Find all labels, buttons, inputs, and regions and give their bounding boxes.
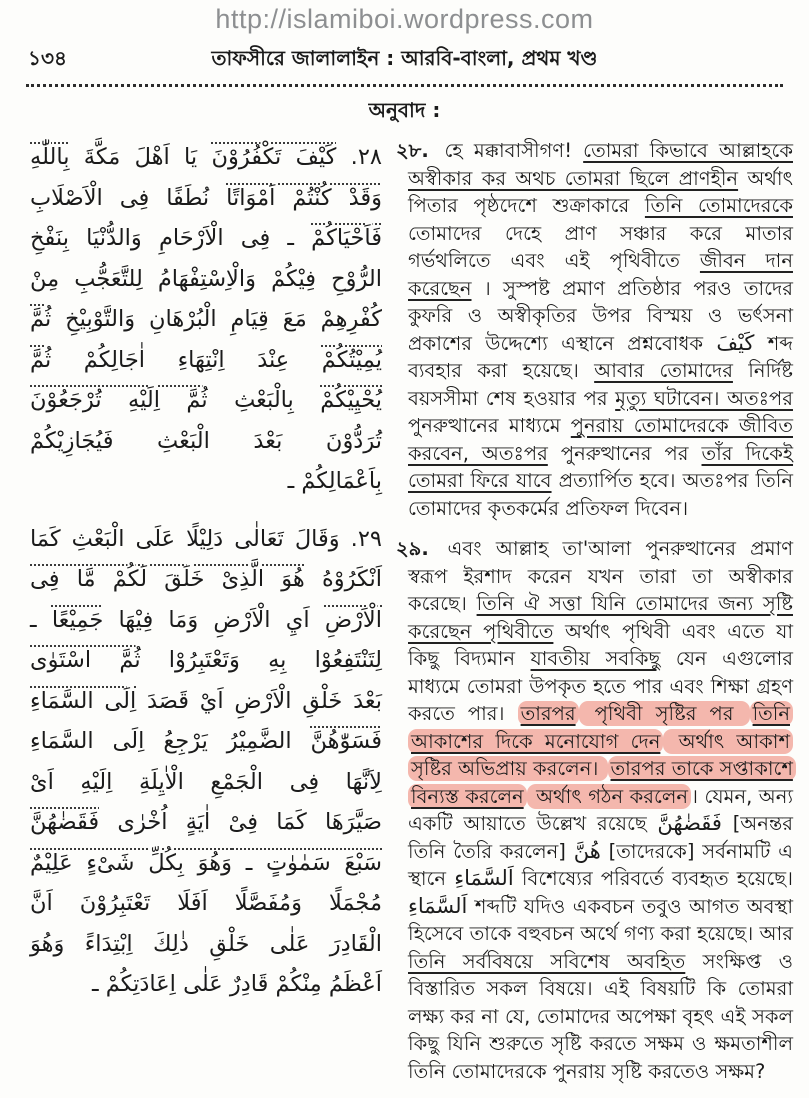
highlighted-text-segment: অর্থাৎ গঠন করলেন (527, 784, 691, 809)
arabic-line (30, 137, 382, 178)
commentary-text-run: تُرَدُّوْنَ بَعْدَ الْبَعْثِ فَيُجَازِيْكُمْ (30, 427, 382, 454)
arabic-line (30, 340, 382, 381)
verse-number: ২৮. (396, 139, 441, 162)
text-segment: যেন এগুলোর মাধ্যমে তোমরা উপকৃত হতে পার এবং শিক্ষা গ্রহণ করতে পার। (408, 647, 794, 725)
commentary-text-run: ـ فِى الْاَرْحَامِ وَالدُّنْيَا بِنَفْخِ (30, 225, 312, 251)
highlighted-text-segment: তারপর (518, 701, 579, 726)
commentary-text-run: بِاَعْمَالِكُمْ ـ (287, 468, 382, 494)
translation-column (396, 137, 793, 1098)
arabic-line (30, 802, 382, 843)
text-segment: তিনি তোমাদেরকে (644, 194, 793, 217)
commentary-text-run: نُطَفًا فِى الْاَصْلَابِ (30, 184, 227, 211)
text-segment: অর্থাৎ পিতার পৃষ্ঠদেশে শুক্রাকারে (408, 166, 794, 217)
quran-text-run: كَيْفَ تَكْفُرُوْنَ (211, 144, 337, 170)
arabic-verse-28 (30, 137, 382, 502)
quran-text-run: ثُمَّ (30, 346, 52, 373)
inline-arabic-word: هُنَّ (573, 838, 601, 863)
text-segment: জীবন দান করেছেন (408, 249, 793, 300)
quran-text-run: ثُمَّ اسْتَوٰى (30, 647, 141, 673)
page-number: ১৩৪ (28, 46, 67, 70)
highlighted-text-segment: পৃথিবী সৃষ্টির পর (579, 701, 750, 726)
page-header (0, 44, 809, 77)
commentary-text-run: كُفْرِهِمْ مَعَ قِيَامِ الْبُرْهَانِ وَالتَّوْبِيْخِ (51, 306, 382, 332)
translation-paragraph- (396, 137, 793, 522)
commentary-text-run: بَعْدَ خَلْقِ الْاَرْضِ اَيْ قَصَدَ (136, 687, 382, 714)
translation-paragraph- (396, 535, 793, 1085)
quran-text-run: هُوَ الَّذِىْ خَلَقَ لَكُمْ مَّا فِى (30, 566, 305, 592)
arabic-line (30, 640, 382, 681)
commentary-text-run: لِتَنْتَفِعُوْا بِهِ وَتَعْتَبِرُوْا (140, 647, 382, 673)
arabic-line (30, 421, 382, 462)
text-segment: । সুস্পষ্ট প্রমাণ প্রতিষ্ঠার পরও তাদের কুফরি ও অস্বীকৃতির উপর বিস্ময় ও ভর্ৎসনা প্রকাশের উদ্দেশ্যে এস্থানে প্রশ্নবোধক (408, 276, 793, 355)
inline-arabic-word: كَيْفَ (716, 330, 755, 355)
text-segment: পুনরুত্থানের মাধ্যমে (408, 414, 571, 437)
scanned-book-page (0, 4, 809, 1083)
commentary-text-run: الْقَادِرَ عَلٰى خَلْقِ ذٰلِكَ اِبْتِدَاءً وَهُوَ (30, 930, 382, 957)
quran-text-run: فَسَوّٰهُنَّ (310, 728, 382, 754)
quran-text-run: اِلَى السَّمَاءِ (30, 687, 137, 714)
inline-arabic-word: فَقَضٰهُنَّ (657, 811, 722, 835)
quran-text-run: وَهُوَ بِكُلِّ شَىْءٍ عَلِيْمٌ (30, 849, 233, 876)
arabic-line (30, 883, 382, 924)
quran-text-run: جَمِيْعًا (51, 606, 104, 633)
text-segment: এবং আল্লাহ তা'আলা পুনরুত্থানের প্রমাণ স্বরূপ ইরশাদ করেন যখন তারা তা অস্বীকার করেছে। (408, 537, 793, 615)
quran-text-run: ثُمَّ اِلَيْهِ تُرْجَعُوْنَ (30, 387, 208, 413)
text-segment: হে মক্কাবাসীগণ! (444, 139, 584, 162)
book-title: তাফসীরে জালালাইন : আরবি-বাংলা, প্রথম খণ্ড (211, 46, 598, 70)
commentary-text-run: الرُّوْحِ فِيْكُمْ وَالْاِسْتِفْهَامُ لِلتَّعَجُّبِ مِنْ (30, 265, 382, 292)
commentary-text-run: اَيِ الْاَرْضِ وَمَا فِيْهَا (103, 606, 325, 633)
commentary-text-run: ٢٨. (336, 144, 382, 170)
text-segment: পুনরায় তোমাদেরকে জীবিত করবেন, অতঃপর (408, 414, 793, 465)
text-segment: [অনন্তর তিনি তৈরি করলেন] (408, 812, 793, 863)
quran-text-run: فَقَضٰهُنَّ (30, 809, 100, 835)
text-segment: পুনরুত্থানের পর (547, 441, 702, 465)
arabic-line (30, 843, 382, 884)
arabic-line (30, 299, 382, 340)
text-segment: শব্দ ব্যবহার করা হয়েছে। (408, 331, 793, 382)
text-segment: যাবতীয় সবকিছু (530, 647, 661, 670)
quran-text-run: الْاَرْضِ (324, 606, 382, 633)
arabic-line (30, 559, 382, 600)
highlighted-text-segment: তিনি আকাশের দিকে মনোযোগ দেন (408, 701, 793, 754)
text-segment: প্রত্যার্পিত হবে। অতঃপর তিনি তোমাদের কৃতকর্মের প্রতিফল দিবেন। (408, 469, 793, 520)
arabic-line (30, 380, 382, 421)
arabic-line (30, 259, 382, 300)
two-column-content (0, 135, 809, 1098)
quran-text-run: يُمِيْتُكُمْ (321, 346, 382, 373)
text-segment: তোমাদের দেহে প্রাণ সঞ্চার করে মাতার গর্ভথলিতে এবং এই পৃথিবীতে (408, 221, 793, 272)
quran-text-run: ثُمَّ (30, 306, 52, 332)
arabic-line (30, 964, 382, 1005)
quran-text-run: وَقَدْ كُنْتُمْ اَمْوَاتًا (226, 184, 382, 211)
text-segment: আবার তোমাদের (594, 359, 733, 382)
text-segment: তিনি সর্ববিষয়ে সবিশেষ অবহিত (408, 949, 686, 973)
highlighted-text-segment: অর্থাৎ আকাশ সৃষ্টির অভিপ্রায় করলেন। (408, 729, 793, 782)
text-segment: মৃত্যু ঘটাবেন। অতঃপর (615, 386, 793, 410)
commentary-text-run: مُجْمَلًا وَمُفَصَّلًا اَفَلَا تَعْتَبِرُوْنَ اَنَّ (30, 890, 382, 916)
commentary-text-run: الضَّمِيْرُ يَرْجِعُ اِلَى السَّمَاءِ (30, 728, 311, 754)
section-heading: অনুবাদ : (368, 98, 441, 122)
text-segment: [তাদেরকে] সর্বনামটি এ স্থানে (408, 839, 794, 890)
text-segment: তিনি ঐ সত্তা যিনি তোমাদের জন্য সৃষ্টি করেছেন পৃথিবীতে (408, 592, 793, 643)
quran-text-run: يُحْيِيْكُمْ (320, 387, 382, 413)
arabic-line (30, 178, 382, 219)
commentary-text-run: ـ (30, 606, 52, 633)
verse-number: ২৯. (396, 537, 444, 560)
inline-arabic-word: اَلسَّمَاءِ (454, 866, 514, 890)
arabic-line (30, 721, 382, 762)
quran-text-run: سَبْعَ سَمٰوٰتٍ ـ (232, 849, 382, 876)
url-watermark: http://islamiboi.wordpress.com (215, 4, 594, 34)
text-segment: । যেমন, অন্য একটি আয়াতে উল্লেখ রয়েছে (408, 784, 793, 835)
text-segment: অর্থাৎ পৃথিবী এবং এতে যা কিছু বিদ্যমান (408, 619, 794, 670)
arabic-line (30, 519, 382, 560)
text-segment: তাঁর দিকেই তোমরা ফিরে যাবে (408, 441, 794, 492)
arabic-line (30, 681, 382, 722)
arabic-line (30, 762, 382, 803)
text-segment: শব্দটি যদিও একবচন তবুও আগত অবস্থা হিসেবে তাকে বহুবচন অর্থে গণ্য করা হয়েছে। আর (408, 894, 793, 945)
arabic-column (30, 137, 382, 1022)
commentary-text-run: بِالْبَعْثِ (207, 387, 321, 413)
text-segment: তোমরা কিভাবে আল্লাহকে অস্বীকার কর অথচ তোমরা ছিলে প্রাণহীন (408, 139, 793, 190)
text-segment: বিশেষ্যের পরিবর্তে ব্যবহৃত হয়েছে। (513, 867, 793, 890)
arabic-line (30, 600, 382, 641)
commentary-text-run: عِنْدَ اِنْتِهَاءِ اٰجَالِكُمْ (51, 346, 322, 373)
arabic-line (30, 924, 382, 965)
commentary-text-run: يَا اَهْلَ مَكَّةَ (69, 144, 212, 170)
arabic-verse-29 (30, 519, 382, 1005)
highlighted-text-segment: তারপর তাকে সপ্তাকাশে বিন্যস্ত করলেন (408, 756, 796, 809)
commentary-text-run: لِاَنَّهَا فِى الْجَمْعِ الْاٰيِلَةِ اِلَيْهِ اَىْ (30, 768, 382, 795)
quran-text-run: بِاللّٰهِ (30, 144, 70, 170)
text-segment: সংক্ষিপ্ত ও বিস্তারিত সকল বিষয়ে। এই বিষয়টি কি তোমরা লক্ষ্য কর না যে, তোমাদের অপেক্ষা বৃহৎ এই সকল কিছু যিনি শুরুতে সৃষ্টি করতে সক্ষম ও ক্ষমতাশীল তিনি তোমাদেরকে পুনরায় সৃষ্টি করতেও সক্ষম? (408, 949, 793, 1083)
commentary-text-run: صَيَّرَهَا كَمَا فِىْ اٰيَةٍ اُخْرٰى (99, 809, 382, 835)
quran-text-run: فَاَحْيَاكُمْ (311, 225, 382, 251)
commentary-text-run: ٢٩. وَقَالَ تَعَالٰى دَلِيْلًا عَلَى الْبَعْثِ كَمَا (30, 525, 382, 552)
arabic-line (30, 218, 382, 259)
header-rule (26, 84, 783, 87)
commentary-text-run: اَعْظَمُ مِنْكُمْ قَادِرٌ عَلٰى اِعَادَتِكُمْ ـ (91, 971, 382, 997)
text-segment: নির্দিষ্ট বয়সসীমা শেষ হওয়ার পর (408, 359, 793, 410)
inline-arabic-word: اَلسَّمَاءِ (408, 893, 468, 918)
arabic-line (30, 461, 382, 502)
commentary-text-run: اَنْكَرُوْهُ (304, 566, 382, 592)
